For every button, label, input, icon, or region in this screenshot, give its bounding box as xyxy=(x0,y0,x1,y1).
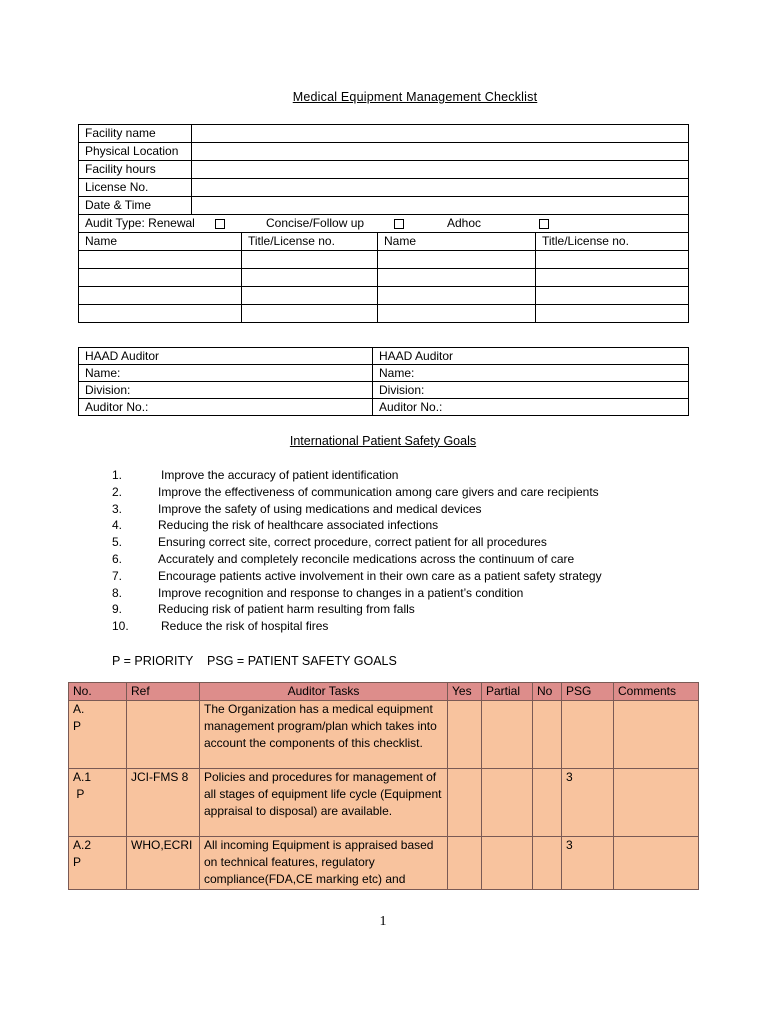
no-cell[interactable] xyxy=(533,769,562,837)
concise-label: Concise/Follow up xyxy=(266,216,365,230)
no-cell[interactable] xyxy=(533,701,562,769)
table-row xyxy=(69,769,699,837)
goal-text: Ensuring correct site, correct procedure, correct patient for all procedures xyxy=(158,535,547,550)
facility-hours-label: Facility hours xyxy=(79,161,192,179)
date-time-label: Date & Time xyxy=(79,197,192,215)
col-header-yes: Yes xyxy=(448,683,482,701)
yes-cell[interactable] xyxy=(448,769,482,837)
auditor-name-1[interactable]: Name: xyxy=(79,365,373,382)
staff-cell[interactable] xyxy=(378,305,536,323)
staff-row xyxy=(79,287,689,305)
license-no-label: License No. xyxy=(79,179,192,197)
col-header-partial: Partial xyxy=(482,683,533,701)
goal-text: Reducing risk of patient harm resulting from falls xyxy=(158,602,415,617)
goal-text: Encourage patients active involvement in their own care as a patient safety strategy xyxy=(158,568,602,583)
comments-cell[interactable] xyxy=(614,701,699,769)
staff-name-header-1: Name xyxy=(79,233,242,251)
goal-text: Improve the effectiveness of communication among care givers and care recipients xyxy=(158,484,599,499)
partial-cell[interactable] xyxy=(482,701,533,769)
goal-number: 10. xyxy=(112,619,129,634)
auditor-division-2[interactable]: Division: xyxy=(373,382,689,399)
audit-type-label: Audit Type: Renewal xyxy=(85,216,195,230)
staff-cell[interactable] xyxy=(536,287,689,305)
staff-cell[interactable] xyxy=(378,287,536,305)
comments-cell[interactable] xyxy=(614,769,699,837)
auditor-division-1[interactable]: Division: xyxy=(79,382,373,399)
col-header-comments: Comments xyxy=(614,683,699,701)
goal-text: Improve the safety of using medications and medical devices xyxy=(158,501,482,516)
task-ref-cell xyxy=(127,701,200,769)
staff-row xyxy=(79,251,689,269)
auditor-name-2[interactable]: Name: xyxy=(373,365,689,382)
facility-info-table xyxy=(78,124,689,323)
goal-number: 3. xyxy=(112,501,123,516)
staff-cell[interactable] xyxy=(79,269,242,287)
partial-cell[interactable] xyxy=(482,837,533,890)
physical-location-label: Physical Location xyxy=(79,143,192,161)
page-title: Medical Equipment Management Checklist xyxy=(292,90,538,104)
goal-number: 7. xyxy=(112,568,123,583)
staff-cell[interactable] xyxy=(79,251,242,269)
date-time-value[interactable] xyxy=(192,197,689,215)
auditor-no-2[interactable]: Auditor No.: xyxy=(373,399,689,416)
col-header-psg: PSG xyxy=(562,683,614,701)
goal-number: 9. xyxy=(112,602,123,617)
staff-row xyxy=(79,305,689,323)
task-text-cell: All incoming Equipment is appraised based on technical features, regulatory compliance(FDA,CE marking etc) and xyxy=(200,837,448,890)
goal-text: Improve the accuracy of patient identification xyxy=(161,468,399,482)
goal-text: Reduce the risk of hospital fires xyxy=(161,619,329,634)
task-ref-cell: JCI-FMS 8 xyxy=(127,769,200,837)
staff-cell[interactable] xyxy=(242,287,378,305)
col-header-no-answer: No xyxy=(533,683,562,701)
adhoc-label: Adhoc xyxy=(447,216,482,230)
task-no-cell: A.1 P xyxy=(69,769,127,837)
license-no-value[interactable] xyxy=(192,179,689,197)
facility-name-value[interactable] xyxy=(192,125,689,143)
auditor-header-2: HAAD Auditor xyxy=(373,348,689,365)
staff-name-header-2: Name xyxy=(378,233,536,251)
no-cell[interactable] xyxy=(533,837,562,890)
goal-number: 1. xyxy=(112,468,123,482)
staff-cell[interactable] xyxy=(242,269,378,287)
task-text-cell: Policies and procedures for management of all stages of equipment life cycle (Equipment appraisal to disposal) are available. xyxy=(200,769,448,837)
col-header-ref: Ref xyxy=(127,683,200,701)
renewal-checkbox[interactable] xyxy=(215,219,225,229)
facility-hours-value[interactable] xyxy=(192,161,689,179)
physical-location-value[interactable] xyxy=(192,143,689,161)
staff-title-header-1: Title/License no. xyxy=(242,233,378,251)
task-text-cell: The Organization has a medical equipment management program/plan which takes into account the components of this checklist. xyxy=(200,701,448,769)
task-ref-cell: WHO,ECRI xyxy=(127,837,200,890)
col-header-no: No. xyxy=(69,683,127,701)
partial-cell[interactable] xyxy=(482,769,533,837)
staff-title-header-2: Title/License no. xyxy=(536,233,689,251)
staff-row xyxy=(79,269,689,287)
staff-cell[interactable] xyxy=(242,251,378,269)
goal-text: Accurately and completely reconcile medications across the continuum of care xyxy=(158,551,575,566)
goal-number: 8. xyxy=(112,585,123,600)
ipsg-title: International Patient Safety Goals xyxy=(289,434,477,448)
staff-cell[interactable] xyxy=(536,251,689,269)
auditor-no-1[interactable]: Auditor No.: xyxy=(79,399,373,416)
task-no-cell: A.2 P xyxy=(69,837,127,890)
psg-cell: 3 xyxy=(562,837,614,890)
goal-number: 4. xyxy=(112,518,123,533)
staff-cell[interactable] xyxy=(536,305,689,323)
page-number: 1 xyxy=(379,914,387,929)
concise-checkbox[interactable] xyxy=(394,219,404,229)
goal-number: 5. xyxy=(112,535,123,550)
psg-cell xyxy=(562,701,614,769)
audit-type-row xyxy=(79,215,689,233)
table-row xyxy=(69,701,699,769)
goal-text: Reducing the risk of healthcare associated infections xyxy=(158,518,439,533)
task-no-cell: A. P xyxy=(69,701,127,769)
goal-number: 2. xyxy=(112,484,123,499)
facility-name-label: Facility name xyxy=(79,125,192,143)
staff-cell[interactable] xyxy=(378,251,536,269)
psg-cell: 3 xyxy=(562,769,614,837)
auditor-header-1: HAAD Auditor xyxy=(79,348,373,365)
staff-cell[interactable] xyxy=(242,305,378,323)
goal-number: 6. xyxy=(112,551,123,566)
goal-text: Improve recognition and response to changes in a patient’s condition xyxy=(158,585,524,600)
staff-cell[interactable] xyxy=(536,269,689,287)
comments-cell[interactable] xyxy=(614,837,699,890)
auditor-tasks-table xyxy=(68,682,699,890)
adhoc-checkbox[interactable] xyxy=(539,219,549,229)
yes-cell[interactable] xyxy=(448,701,482,769)
staff-cell[interactable] xyxy=(79,287,242,305)
table-row xyxy=(69,837,699,890)
staff-cell[interactable] xyxy=(378,269,536,287)
legend: P = PRIORITY PSG = PATIENT SAFETY GOALS xyxy=(112,654,397,668)
yes-cell[interactable] xyxy=(448,837,482,890)
col-header-auditor-tasks: Auditor Tasks xyxy=(200,683,448,701)
auditor-table xyxy=(78,347,689,416)
staff-cell[interactable] xyxy=(79,305,242,323)
